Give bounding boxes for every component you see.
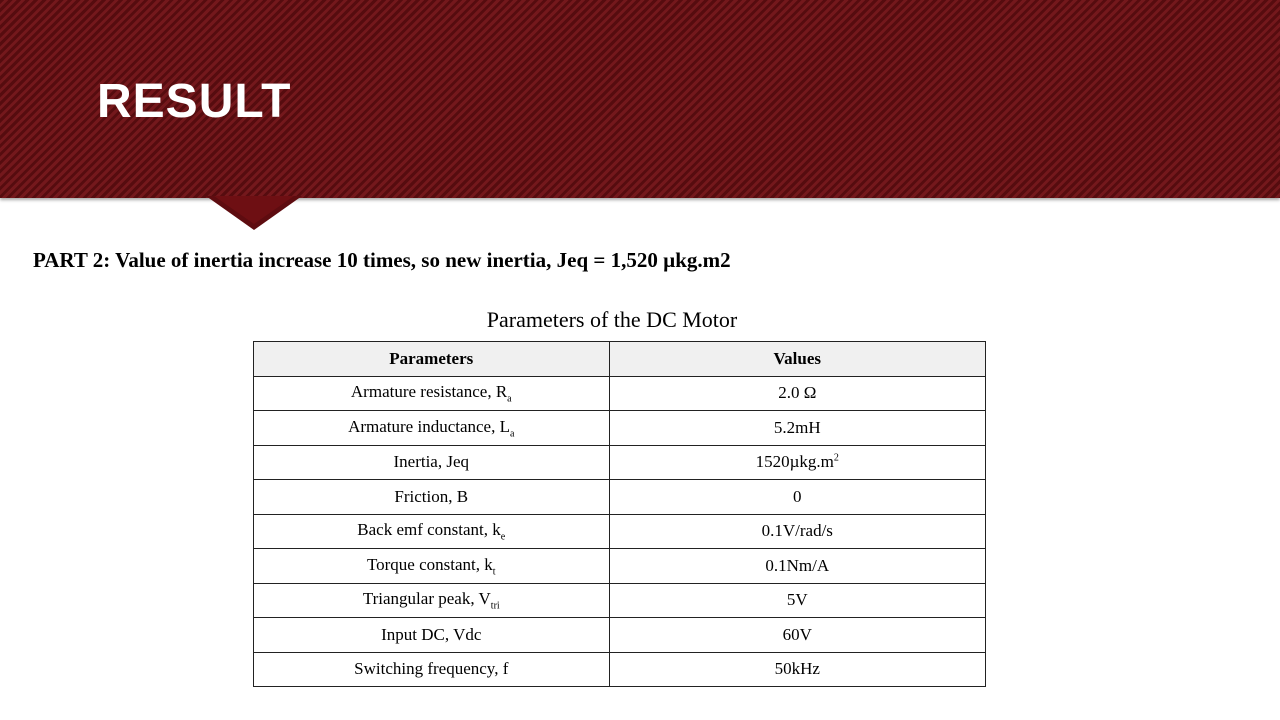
value-label: 1520µkg.m bbox=[755, 452, 834, 472]
value-cell bbox=[609, 480, 985, 515]
parameter-cell bbox=[254, 411, 610, 446]
parameter-cell bbox=[254, 618, 610, 653]
parameter-subscript: a bbox=[509, 427, 515, 439]
value-label: 5.2mH bbox=[773, 417, 821, 437]
table-row bbox=[254, 514, 986, 549]
banner-notch-inner bbox=[214, 196, 294, 224]
table-row bbox=[254, 618, 986, 653]
parameters-table bbox=[253, 341, 986, 687]
table-row bbox=[254, 411, 986, 446]
value-cell bbox=[609, 445, 985, 480]
value-label: 60V bbox=[782, 624, 812, 644]
parameter-cell bbox=[254, 583, 610, 618]
parameter-label: Input DC, Vdc bbox=[381, 624, 482, 644]
parameter-cell bbox=[254, 445, 610, 480]
parameter-subscript: a bbox=[507, 393, 512, 405]
table-row bbox=[254, 583, 986, 618]
value-cell bbox=[609, 376, 985, 411]
slide-title: RESULT bbox=[97, 75, 292, 128]
value-label: 50kHz bbox=[774, 659, 820, 679]
parameter-label: Torque constant, k bbox=[366, 554, 493, 574]
parameter-cell bbox=[254, 549, 610, 584]
parameter-label: Switching frequency, f bbox=[354, 659, 509, 679]
parameter-subscript: t bbox=[492, 565, 496, 577]
value-cell bbox=[609, 652, 985, 687]
value-cell bbox=[609, 618, 985, 653]
table-row bbox=[254, 376, 986, 411]
parameter-label: Armature inductance, L bbox=[348, 416, 510, 436]
value-label: 0.1Nm/A bbox=[765, 555, 830, 575]
parameter-label: Armature resistance, R bbox=[350, 382, 508, 402]
table-row bbox=[254, 480, 986, 515]
value-label: 2.0 Ω bbox=[778, 383, 817, 403]
parameter-cell bbox=[254, 480, 610, 515]
parameter-label: Triangular peak, V bbox=[362, 589, 491, 609]
slide-subtitle: PART 2: Value of inertia increase 10 times, so new inertia, Jeq = 1,520 µkg.m2 bbox=[33, 248, 731, 272]
parameter-subscript: tri bbox=[490, 600, 500, 612]
header-parameters: Parameters bbox=[254, 342, 610, 377]
value-cell bbox=[609, 549, 985, 584]
table-header-row bbox=[254, 342, 986, 377]
table-row bbox=[254, 652, 986, 687]
value-cell bbox=[609, 583, 985, 618]
parameter-label: Back emf constant, k bbox=[357, 520, 501, 540]
value-label: 0.1V/rad/s bbox=[761, 521, 833, 541]
parameter-cell bbox=[254, 514, 610, 549]
table-caption: Parameters of the DC Motor bbox=[486, 307, 738, 332]
value-superscript: 2 bbox=[833, 452, 839, 464]
parameter-cell bbox=[254, 652, 610, 687]
value-label: 0 bbox=[793, 486, 802, 506]
parameter-cell bbox=[254, 376, 610, 411]
table-row bbox=[254, 549, 986, 584]
table-row bbox=[254, 445, 986, 480]
parameter-label: Inertia, Jeq bbox=[393, 452, 470, 472]
parameter-label: Friction, B bbox=[394, 486, 469, 506]
value-label: 5V bbox=[786, 590, 808, 610]
parameter-subscript: e bbox=[500, 531, 506, 543]
header-values: Values bbox=[609, 342, 985, 377]
value-cell bbox=[609, 514, 985, 549]
value-cell bbox=[609, 411, 985, 446]
